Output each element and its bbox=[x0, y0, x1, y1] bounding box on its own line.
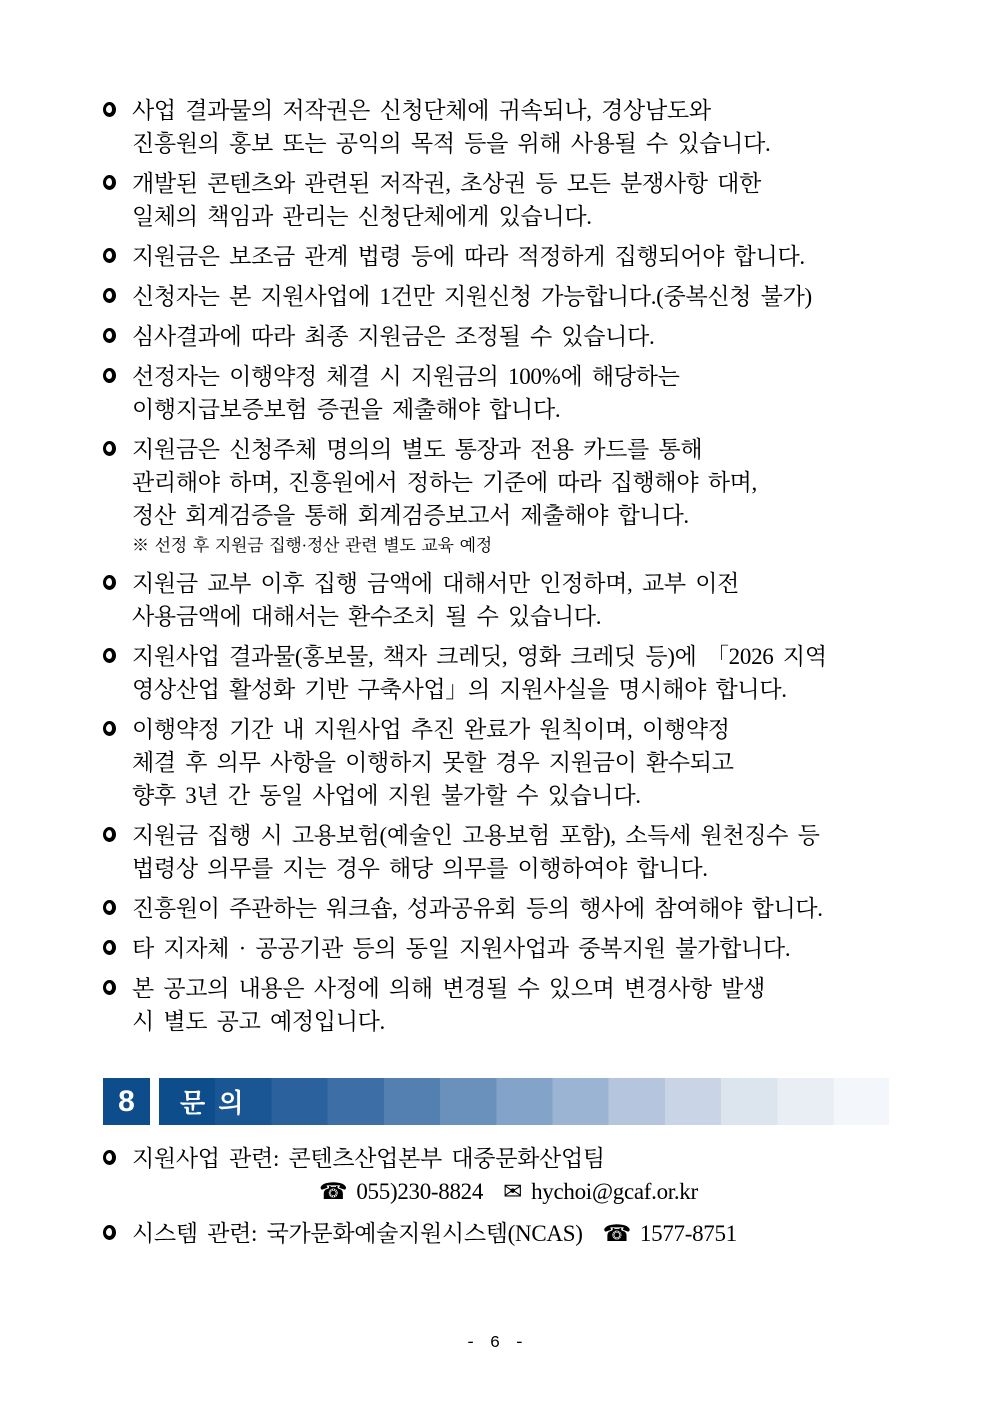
bullet-text-line: 지원금은 신청주체 명의의 별도 통장과 전용 카드를 통해 bbox=[132, 437, 703, 462]
bullet-text-line: 심사결과에 따라 최종 지원금은 조정될 수 있습니다. bbox=[132, 324, 655, 349]
list-item bbox=[103, 167, 915, 233]
bullet-text-line: 진흥원의 홍보 또는 공익의 목적 등을 위해 사용될 수 있습니다. bbox=[132, 131, 771, 156]
circle-bullet-icon bbox=[103, 102, 116, 117]
bullet-text bbox=[132, 713, 734, 812]
bullet-text-line: 사용금액에 대해서는 환수조치 될 수 있습니다. bbox=[132, 604, 602, 629]
phone-icon: ☎ bbox=[319, 1179, 348, 1204]
list-item bbox=[103, 567, 915, 633]
contact-item bbox=[103, 1142, 915, 1208]
circle-bullet-icon bbox=[103, 648, 116, 663]
bullet-text bbox=[132, 360, 680, 426]
bullet-text-line: 정산 회계검증을 통해 회계검증보고서 제출해야 합니다. bbox=[132, 503, 689, 528]
list-item bbox=[103, 932, 915, 965]
circle-bullet-icon bbox=[103, 980, 116, 995]
bullet-text-line: 지원금은 보조금 관계 법령 등에 따라 적정하게 집행되어야 합니다. bbox=[132, 244, 805, 269]
list-item bbox=[103, 713, 915, 812]
bullet-text bbox=[132, 94, 770, 160]
circle-bullet-icon bbox=[103, 940, 116, 955]
bullet-text-line: 선정자는 이행약정 체결 시 지원금의 100%에 해당하는 bbox=[132, 364, 680, 389]
section-header bbox=[103, 1078, 915, 1125]
bullet-text-line: 이행약정 기간 내 지원사업 추진 완료가 원칙이며, 이행약정 bbox=[132, 717, 730, 742]
list-item bbox=[103, 433, 915, 560]
circle-bullet-icon bbox=[103, 900, 116, 915]
section-number-badge: 8 bbox=[103, 1078, 150, 1125]
bullet-text bbox=[132, 972, 765, 1038]
contact-list bbox=[103, 1142, 915, 1250]
list-item bbox=[103, 94, 915, 160]
mail-icon: ✉ bbox=[503, 1179, 523, 1204]
circle-bullet-icon bbox=[103, 328, 116, 343]
bullet-text-line: 타 지자체 · 공공기관 등의 동일 지원사업과 중복지원 불가합니다. bbox=[132, 936, 791, 961]
list-item bbox=[103, 360, 915, 426]
bullet-text bbox=[132, 433, 757, 560]
section-header-gap bbox=[150, 1078, 159, 1125]
contact-text bbox=[132, 1217, 737, 1250]
circle-bullet-icon bbox=[103, 368, 116, 383]
list-item bbox=[103, 240, 915, 273]
notice-list bbox=[103, 94, 915, 1038]
contact-detail-line bbox=[319, 1175, 698, 1208]
contact-text-block bbox=[132, 1142, 698, 1208]
bullet-text-line: 영상산업 활성화 기반 구축사업」의 지원사실을 명시해야 합니다. bbox=[132, 677, 787, 702]
bullet-text-line: 개발된 콘텐츠와 관련된 저작권, 초상권 등 모든 분쟁사항 대한 bbox=[132, 171, 762, 196]
bullet-text-line: 본 공고의 내용은 사정에 의해 변경될 수 있으며 변경사항 발생 bbox=[132, 976, 766, 1001]
bullet-text-line: 체결 후 의무 사항을 이행하지 못할 경우 지원금이 환수되고 bbox=[132, 750, 734, 775]
list-item bbox=[103, 972, 915, 1038]
page-number: - 6 - bbox=[465, 1334, 527, 1353]
circle-bullet-icon bbox=[103, 575, 116, 590]
email-address: hychoi@gcaf.or.kr bbox=[531, 1179, 698, 1204]
bullet-text bbox=[132, 819, 820, 885]
bullet-text-line: 지원금 집행 시 고용보험(예술인 고용보험 포함), 소득세 원천징수 등 bbox=[132, 823, 820, 848]
contact-text-block bbox=[132, 1217, 737, 1250]
bullet-text-line: 진흥원이 주관하는 워크숍, 성과공유회 등의 행사에 참여해야 합니다. bbox=[132, 896, 823, 921]
bullet-text-line: 시 별도 공고 예정입니다. bbox=[132, 1009, 385, 1034]
contact-item bbox=[103, 1217, 915, 1250]
page-content bbox=[103, 94, 915, 1259]
bullet-text bbox=[132, 932, 790, 965]
list-item bbox=[103, 320, 915, 353]
circle-bullet-icon bbox=[103, 175, 116, 190]
note-text: ※ 선정 후 지원금 집행·정산 관련 별도 교육 예정 bbox=[132, 536, 492, 555]
bullet-text-line: 향후 3년 간 동일 사업에 지원 불가할 수 있습니다. bbox=[132, 783, 641, 808]
phone-number: 1577-8751 bbox=[639, 1221, 737, 1246]
section-title-bar bbox=[159, 1078, 889, 1125]
bullet-text bbox=[132, 567, 739, 633]
contact-text-label: 시스템 관련: 국가문화예술지원시스템(NCAS) bbox=[132, 1221, 583, 1246]
bullet-text-line: 법령상 의무를 지는 경우 해당 의무를 이행하여야 합니다. bbox=[132, 856, 708, 881]
bullet-text-line: 관리해야 하며, 진흥원에서 정하는 기준에 따라 집행해야 하며, bbox=[132, 470, 758, 495]
bullet-text-line: 이행지급보증보험 증권을 제출해야 합니다. bbox=[132, 397, 561, 422]
list-item bbox=[103, 892, 915, 925]
circle-bullet-icon bbox=[103, 1150, 116, 1165]
bullet-text-line: 사업 결과물의 저작권은 신청단체에 귀속되나, 경상남도와 bbox=[132, 98, 711, 123]
circle-bullet-icon bbox=[103, 248, 116, 263]
circle-bullet-icon bbox=[103, 1225, 116, 1240]
list-item bbox=[103, 640, 915, 706]
bullet-text bbox=[132, 892, 823, 925]
list-item bbox=[103, 280, 915, 313]
list-item bbox=[103, 819, 915, 885]
bullet-text bbox=[132, 240, 805, 273]
bullet-text-line: 지원사업 결과물(홍보물, 책자 크레딧, 영화 크레딧 등)에 「2026 지역 bbox=[132, 644, 827, 669]
circle-bullet-icon bbox=[103, 288, 116, 303]
bullet-text-line: 일체의 책임과 관리는 신청단체에게 있습니다. bbox=[132, 204, 592, 229]
bullet-text-line: 신청자는 본 지원사업에 1건만 지원신청 가능합니다.(중복신청 불가) bbox=[132, 284, 812, 309]
phone-icon: ☎ bbox=[602, 1221, 631, 1246]
bullet-text bbox=[132, 640, 827, 706]
phone-number: 055)230-8824 bbox=[356, 1179, 484, 1204]
section-title: 문 의 bbox=[180, 1088, 247, 1118]
bullet-text-line: 지원금 교부 이후 집행 금액에 대해서만 인정하며, 교부 이전 bbox=[132, 571, 740, 596]
bullet-text bbox=[132, 167, 761, 233]
bullet-text bbox=[132, 320, 654, 353]
circle-bullet-icon bbox=[103, 441, 116, 456]
bullet-text bbox=[132, 280, 812, 313]
contact-text: 지원사업 관련: 콘텐츠산업본부 대중문화산업팀 bbox=[132, 1146, 605, 1171]
circle-bullet-icon bbox=[103, 721, 116, 736]
circle-bullet-icon bbox=[103, 827, 116, 842]
